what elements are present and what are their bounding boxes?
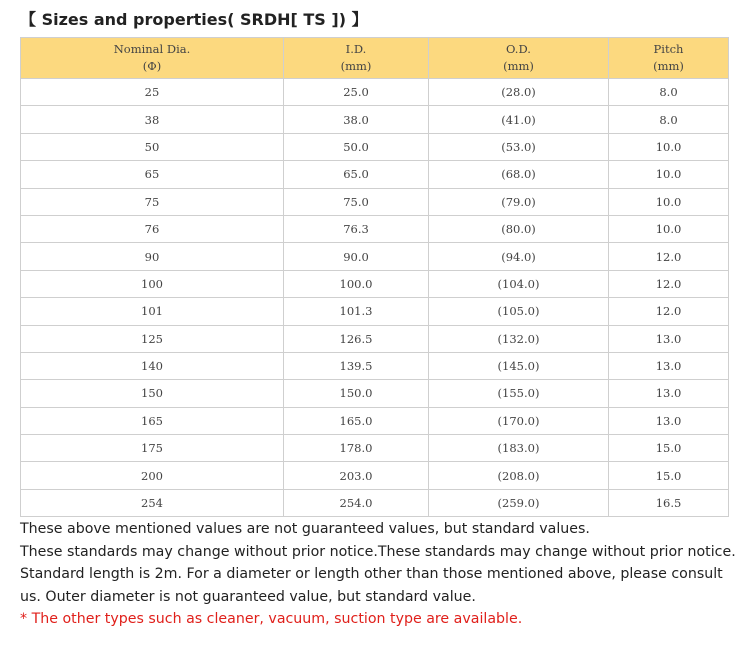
table-row — [21, 243, 729, 270]
note-text: These standards may change without prior notice.These standards may change without prior notice. — [20, 543, 736, 560]
pitch-cell: 8.0 — [609, 79, 729, 106]
nominal-dia-cell: 50 — [21, 133, 284, 160]
pitch-cell: 10.0 — [609, 133, 729, 160]
pitch-cell: 12.0 — [609, 270, 729, 297]
od-cell: (80.0) — [429, 215, 609, 242]
id-cell: 165.0 — [284, 407, 429, 434]
header-label: Pitch — [653, 42, 684, 56]
id-cell: 150.0 — [284, 380, 429, 407]
id-cell: 178.0 — [284, 435, 429, 462]
availability-note: * The other types such as cleaner, vacuum, suction type are available. — [20, 611, 523, 627]
table-row — [21, 407, 729, 434]
od-cell: (68.0) — [429, 161, 609, 188]
nominal-dia-cell: 150 — [21, 380, 284, 407]
od-cell: (104.0) — [429, 270, 609, 297]
od-cell: (28.0) — [429, 79, 609, 106]
table-row — [21, 462, 729, 489]
od-cell: (183.0) — [429, 435, 609, 462]
nominal-dia-cell: 75 — [21, 188, 284, 215]
pitch-cell: 13.0 — [609, 352, 729, 379]
pitch-cell: 10.0 — [609, 161, 729, 188]
od-cell: (208.0) — [429, 462, 609, 489]
id-cell: 254.0 — [284, 489, 429, 516]
table-row — [21, 298, 729, 325]
table-row — [21, 489, 729, 516]
table-body — [21, 79, 729, 517]
nominal-dia-cell: 165 — [21, 407, 284, 434]
nominal-dia-cell: 25 — [21, 79, 284, 106]
header-label: O.D. — [506, 42, 531, 56]
header-pitch — [609, 38, 729, 79]
nominal-dia-cell: 200 — [21, 462, 284, 489]
od-cell: (145.0) — [429, 352, 609, 379]
header-unit: (mm) — [653, 59, 684, 73]
od-cell: (105.0) — [429, 298, 609, 325]
table-row — [21, 161, 729, 188]
note-text: Standard length is 2m. For a diameter or length other than those mentioned above, please consult us. Outer diameter is not guaranteed value, but standard value. — [20, 566, 723, 605]
id-cell: 76.3 — [284, 215, 429, 242]
pitch-cell: 13.0 — [609, 380, 729, 407]
id-cell: 100.0 — [284, 270, 429, 297]
table-row — [21, 133, 729, 160]
pitch-cell: 15.0 — [609, 435, 729, 462]
pitch-cell: 13.0 — [609, 407, 729, 434]
od-cell: (41.0) — [429, 106, 609, 133]
nominal-dia-cell: 125 — [21, 325, 284, 352]
pitch-cell: 12.0 — [609, 243, 729, 270]
table-row — [21, 188, 729, 215]
pitch-cell: 13.0 — [609, 325, 729, 352]
nominal-dia-cell: 254 — [21, 489, 284, 516]
header-unit: (mm) — [340, 59, 372, 73]
table-row — [21, 215, 729, 242]
id-cell: 38.0 — [284, 106, 429, 133]
header-label: Nominal Dia. — [113, 42, 191, 56]
table-row — [21, 79, 729, 106]
id-cell: 101.3 — [284, 298, 429, 325]
table-row — [21, 106, 729, 133]
id-cell: 25.0 — [284, 79, 429, 106]
od-cell: (79.0) — [429, 188, 609, 215]
od-cell: (132.0) — [429, 325, 609, 352]
header-unit: (Φ) — [142, 59, 162, 73]
pitch-cell: 12.0 — [609, 298, 729, 325]
id-cell: 75.0 — [284, 188, 429, 215]
sizes-table — [20, 37, 729, 517]
od-cell: (155.0) — [429, 380, 609, 407]
note-text: These above mentioned values are not guaranteed values, but standard values. — [20, 521, 590, 537]
table-row — [21, 435, 729, 462]
nominal-dia-cell: 90 — [21, 243, 284, 270]
nominal-dia-cell: 101 — [21, 298, 284, 325]
nominal-dia-cell: 76 — [21, 215, 284, 242]
pitch-cell: 16.5 — [609, 489, 729, 516]
nominal-dia-cell: 140 — [21, 352, 284, 379]
nominal-dia-cell: 65 — [21, 161, 284, 188]
od-cell: (259.0) — [429, 489, 609, 516]
pitch-cell: 8.0 — [609, 106, 729, 133]
id-cell: 126.5 — [284, 325, 429, 352]
notes-section — [20, 518, 740, 631]
header-label: I.D. — [345, 42, 367, 56]
header-nominal-dia — [21, 38, 284, 79]
pitch-cell: 10.0 — [609, 188, 729, 215]
pitch-cell: 10.0 — [609, 215, 729, 242]
header-od — [429, 38, 609, 79]
table-row — [21, 325, 729, 352]
table-header-row — [21, 38, 729, 79]
od-cell: (170.0) — [429, 407, 609, 434]
header-id — [284, 38, 429, 79]
nominal-dia-cell: 100 — [21, 270, 284, 297]
table-row — [21, 380, 729, 407]
od-cell: (94.0) — [429, 243, 609, 270]
header-unit: (mm) — [503, 59, 534, 73]
id-cell: 203.0 — [284, 462, 429, 489]
id-cell: 50.0 — [284, 133, 429, 160]
table-row — [21, 352, 729, 379]
nominal-dia-cell: 38 — [21, 106, 284, 133]
id-cell: 139.5 — [284, 352, 429, 379]
pitch-cell: 15.0 — [609, 462, 729, 489]
nominal-dia-cell: 175 — [21, 435, 284, 462]
id-cell: 90.0 — [284, 243, 429, 270]
page-title: 【 Sizes and properties( SRDH[ TS ]) 】 — [20, 10, 368, 29]
od-cell: (53.0) — [429, 133, 609, 160]
table-row — [21, 270, 729, 297]
id-cell: 65.0 — [284, 161, 429, 188]
